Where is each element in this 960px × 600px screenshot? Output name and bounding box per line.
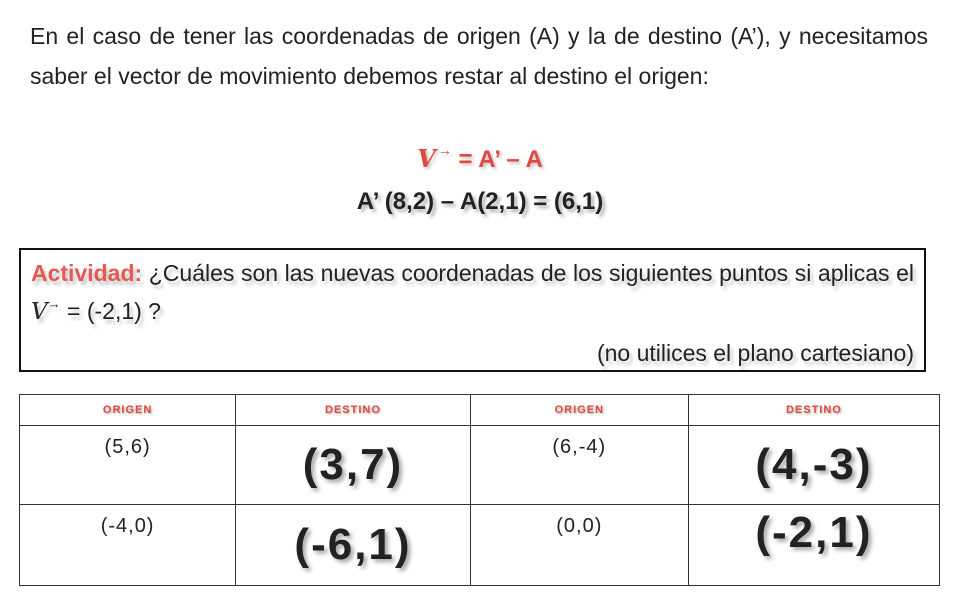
origin-cell: (6,-4) (470, 426, 688, 505)
header-destination: DESTINO (688, 395, 939, 426)
intro-paragraph: En el caso de tener las coordenadas de origen (A) y la de destino (A’), y necesitamos saber el vector de movimiento debemos restar al destino el origen: (30, 23, 928, 89)
activity-note: (no utilices el plano cartesiano) (596, 340, 914, 366)
activity-question-part1: ¿Cuáles son las nuevas coordenadas de los siguientes puntos si aplicas el (142, 260, 914, 286)
header-destination: DESTINO (236, 395, 471, 426)
activity-question-part2: = (-2,1) ? (60, 298, 161, 324)
header-origin: ORIGEN (20, 395, 236, 426)
example-calculation: A’ (8,2) – A(2,1) = (6,1) (356, 188, 604, 215)
vector-arrow-icon: → (437, 142, 452, 158)
table-row (20, 505, 940, 586)
activity-vector-arrow-icon: → (47, 296, 61, 311)
vector-formula-rest: = A’ – A (451, 146, 543, 173)
table-row (20, 426, 940, 505)
destination-cell: (-2,1) (688, 505, 939, 586)
origin-cell: (5,6) (20, 426, 236, 505)
origin-cell: (-4,0) (20, 505, 236, 586)
activity-question (31, 254, 914, 334)
coordinates-table (19, 394, 940, 586)
table-header-row (20, 395, 940, 426)
activity-box (19, 248, 926, 372)
header-origin: ORIGEN (470, 395, 688, 426)
destination-cell: (4,-3) (688, 426, 939, 505)
destination-cell: (3,7) (236, 426, 471, 505)
activity-label: Actividad: (31, 260, 143, 286)
activity-vector-symbol: V (31, 299, 48, 325)
destination-cell: (-6,1) (236, 505, 471, 586)
vector-formula (0, 144, 960, 174)
origin-cell: (0,0) (470, 505, 688, 586)
vector-symbol: V (417, 144, 436, 173)
